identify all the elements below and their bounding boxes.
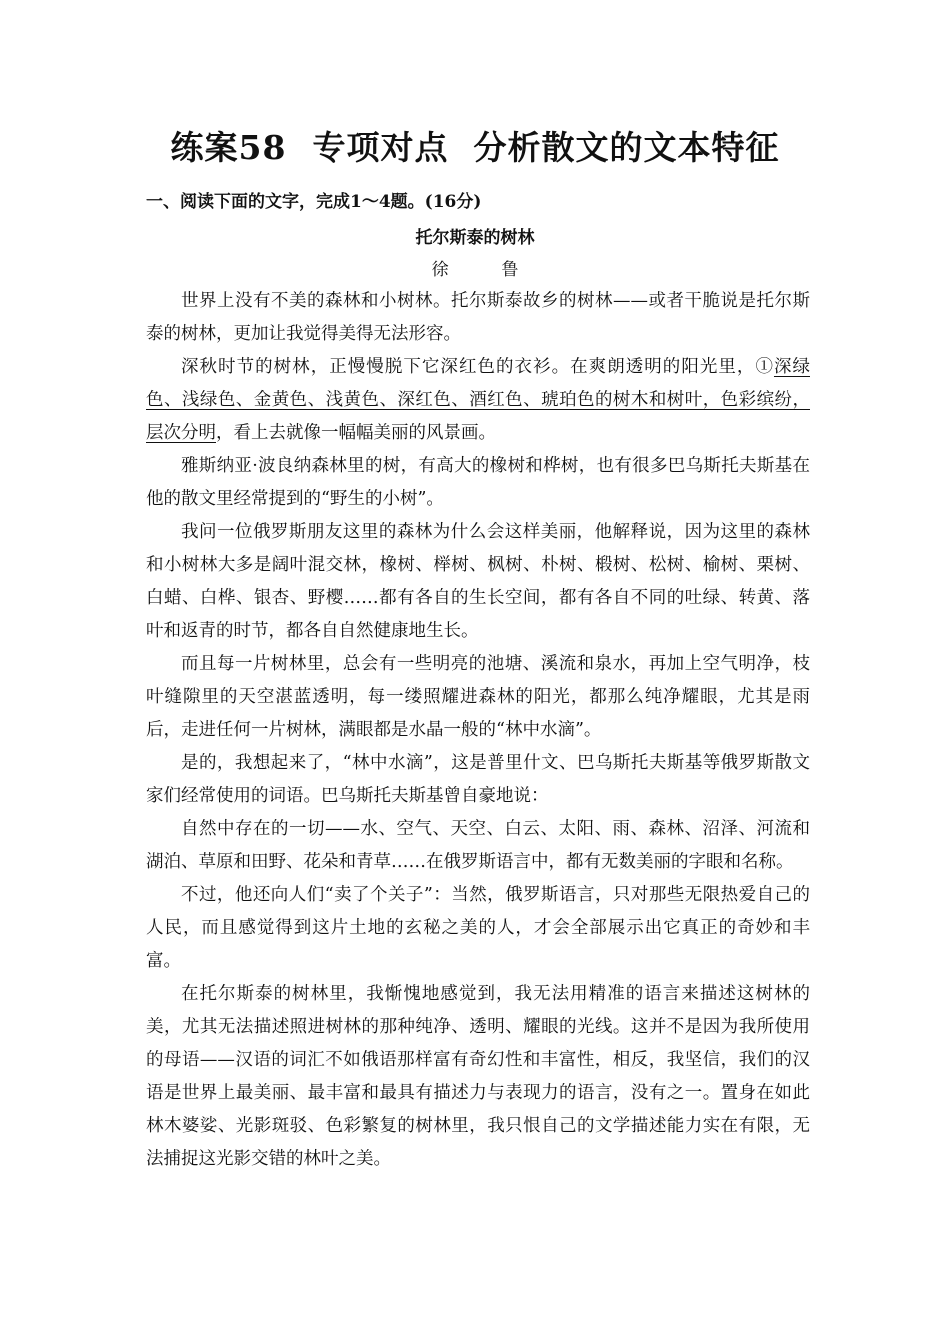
- exercise-label: 练案58: [170, 128, 287, 167]
- paragraph-1: 世界上没有不美的森林和小树林。托尔斯泰故乡的树林——或者干脆说是托尔斯泰的树林，更加让我觉得美得无法形容。: [146, 291, 810, 344]
- paragraph-9: 在托尔斯泰的树林里，我惭愧地感觉到，我无法用精准的语言来描述这树林的美，尤其无法描述照进树林的那种纯净、透明、耀眼的光线。这并不是因为我所使用的母语——汉语的词汇不如俄语那样富有奇幻性和丰富性，相反，我坚信，我们的汉语是世界上最美丽、最丰富和最具有描述力与表现力的语言，没有之一。置身在如此林木婆娑、光影斑驳、色彩繁复的树林里，我只恨自己的文学描述能力实在有限，无法捕捉这光影交错的林叶之美。: [146, 984, 810, 1169]
- paragraph-7-quote: 自然中存在的一切——水、空气、天空、白云、太阳、雨、森林、沼泽、河流和湖泊、草原和田野、花朵和青草……在俄罗斯语言中，都有无数美丽的字眼和名称。: [146, 819, 810, 872]
- article-title: 托尔斯泰的树林: [415, 228, 535, 248]
- paragraph-3: 雅斯纳亚·波良纳森林里的树，有高大的橡树和桦树，也有很多巴乌斯托夫斯基在他的散文里经常提到的“野生的小树”。: [146, 456, 810, 509]
- paragraph-2-lead: 深秋时节的树林，正慢慢脱下它深红色的衣衫。在爽朗透明的阳光里，: [181, 357, 756, 377]
- paragraph-5: 而且每一片树林里，总会有一些明亮的池塘、溪流和泉水，再加上空气明净，枝叶缝隙里的天空湛蓝透明，每一缕照耀进森林的阳光，都那么纯净耀眼，尤其是雨后，走进任何一片树林，满眼都是水晶一般的“林中水滴”。: [146, 654, 810, 740]
- page-title: [0, 126, 950, 170]
- paragraph-8: 不过，他还向人们“卖了个关子”：当然，俄罗斯语言，只对那些无限热爱自己的人民，而且感觉得到这片土地的玄秘之美的人，才会全部展示出它真正的奇妙和丰富。: [146, 885, 810, 971]
- exercise-title: 专项对点 分析散文的文本特征: [312, 128, 780, 167]
- paragraph-6: 是的，我想起来了，“林中水滴”，这是普里什文、巴乌斯托夫斯基等俄罗斯散文家们经常使用的词语。巴乌斯托夫斯基曾自豪地说：: [146, 753, 810, 806]
- article-body: [146, 285, 810, 1176]
- question-marker: ①: [755, 357, 774, 377]
- paragraph-2-tail: ，看上去就像一幅幅美丽的风景画。: [216, 423, 496, 443]
- underlined-passage: 深绿色、浅绿色、金黄色、浅黄色、深红色、酒红色、琥珀色的树木和树叶，色彩缤纷，层次分明: [146, 357, 810, 443]
- article-author: 徐 鲁: [431, 260, 533, 280]
- paragraph-2: [146, 351, 810, 450]
- paragraph-4: 我问一位俄罗斯朋友这里的森林为什么会这样美丽，他解释说，因为这里的森林和小树林大多是阔叶混交林，橡树、榉树、枫树、朴树、椴树、松树、榆树、栗树、白蜡、白桦、银杏、野樱……都有各自的生长空间，都有各自不同的吐绿、转黄、落叶和返青的时节，都各自自然健康地生长。: [146, 522, 810, 641]
- section-heading: 一、阅读下面的文字，完成1～4题。(16分): [146, 192, 482, 212]
